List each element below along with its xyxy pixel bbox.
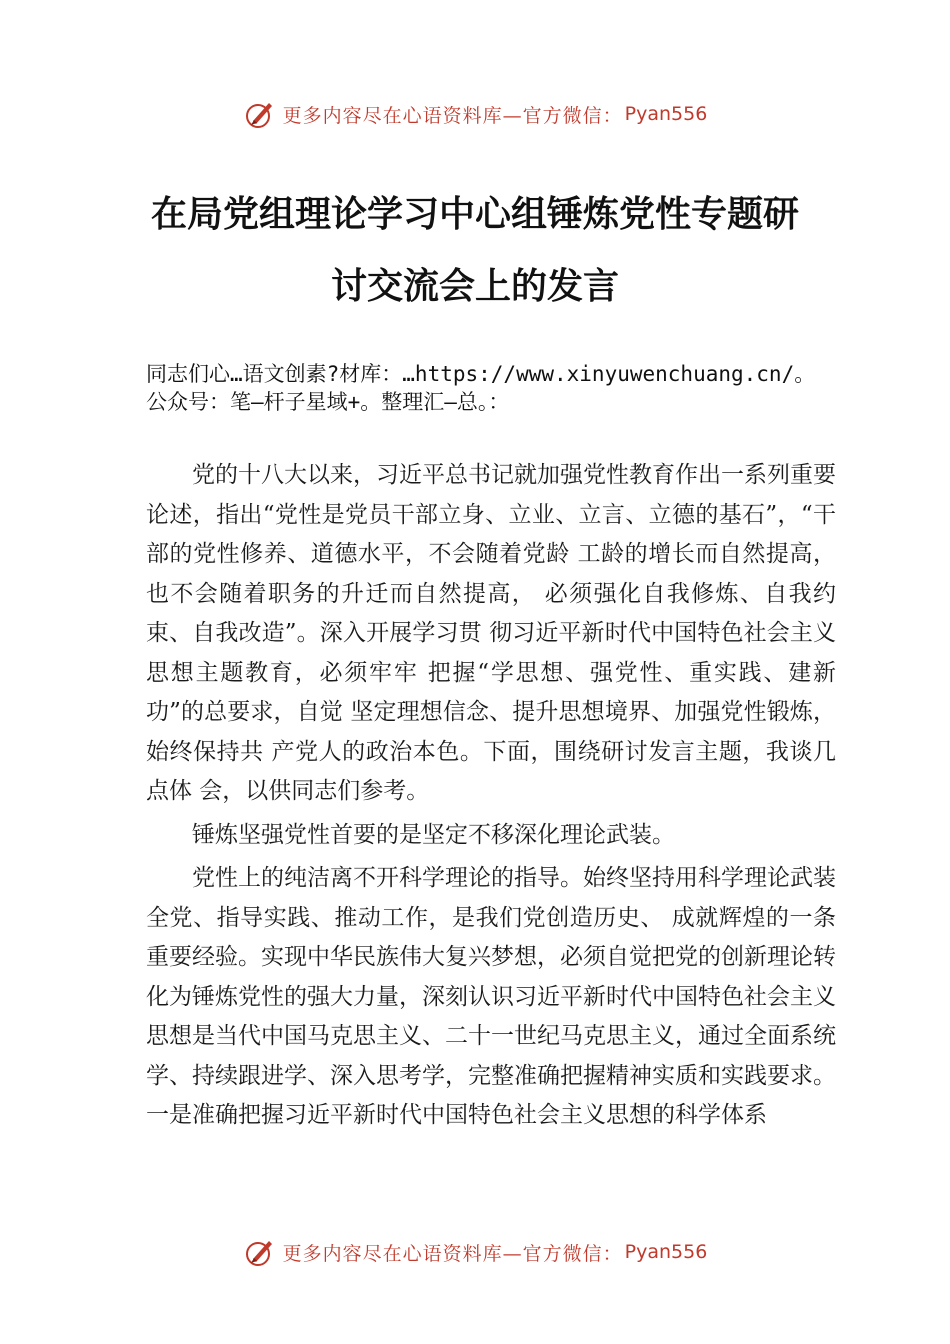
paragraph: 党性上的纯洁离不开科学理论的指导。始终坚持用科学理论武装全党、指导实践、推动工作，是我们党创造历史、 成就辉煌的一条重要经验。实现中华民族伟大复兴梦想，必须自觉把党的创新理论转化为锤炼党性的强大力量，深刻认识习近平新时代中国特色社会主义思想是当代中国马克思主义、二十一世纪马克思主义，通过全面系统学、持续跟进学、深入思考学，完整准确把握精神实质和实践要求。一是准确把握习近平新时代中国特色社会主义思想的科学体系 [146, 865, 836, 1128]
banner-wechat-id: Pyan556 [624, 1241, 708, 1263]
banner-text: 更多内容尽在心语资料库—官方微信： [282, 104, 623, 127]
document-body [146, 456, 836, 1140]
footer-banner [0, 1230, 950, 1274]
header-banner [0, 92, 950, 136]
source-note: 同志们心…语文创素?材库：…https://www.xinyuwenchuang.cn/。公众号：笔—杆子星域+。整理汇—总。： [146, 362, 816, 414]
paragraph: 党的十八大以来，习近平总书记就加强党性教育作出一系列重要论述，指出“党性是党员干部立身、立业、立言、立德的基石”，“干部的党性修养、道德水平，不会随着党龄 工龄的增长而自然提高，也不会随着职务的升迁而自然提高， 必须强化自我修炼、自我约束、自我改造”。深入开展学习贯 彻习近平新时代中国特色社会主义思想主题教育，必须牢牢 把握“学思想、强党性、重实践、建新功”的总要求，自觉 坚定理想信念、提升思想境界、加强党性锻炼，始终保持共 产党人的政治本色。下面，围绕研讨发言主题，我谈几点体 会，以供同志们参考。 [146, 462, 836, 804]
paragraph: 锤炼坚强党性首要的是坚定不移深化理论武装。 [192, 821, 675, 848]
quill-pen-seal-icon [243, 1235, 277, 1269]
document-title-line-1: 在局党组理论学习中心组锤炼党性专题研 [150, 193, 799, 235]
banner-wechat-id: Pyan556 [624, 103, 708, 125]
document-title-line-2: 讨交流会上的发言 [330, 265, 619, 307]
quill-pen-seal-icon [243, 97, 277, 131]
banner-text: 更多内容尽在心语资料库—官方微信： [282, 1242, 623, 1265]
